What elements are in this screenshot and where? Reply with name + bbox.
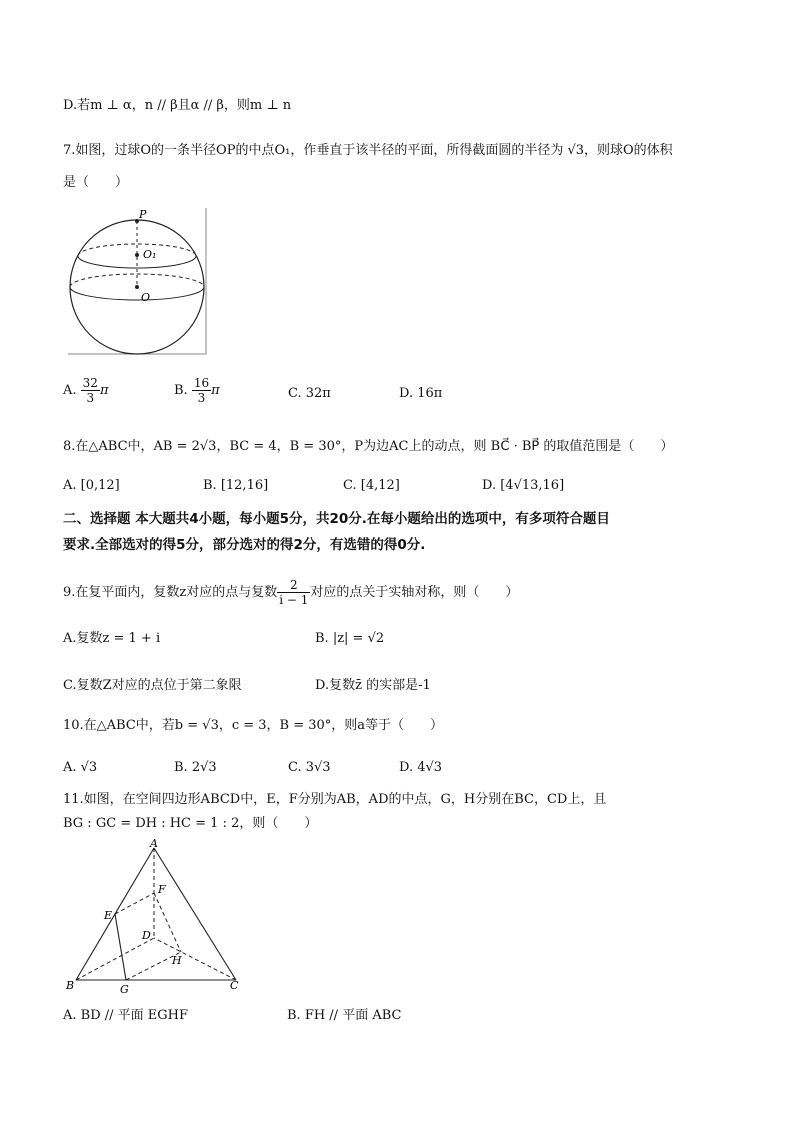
label-p: P — [139, 208, 147, 221]
q9-option-a: A.复数z = 1 + i — [63, 631, 161, 646]
label-o: O — [141, 291, 151, 304]
q8-stem: 8.在△ABC中，AB = 2√3，BC = 4，B = 30°，P为边AC上的动点，则 BC⃗ · BP⃗ 的取值范围是（ ） — [63, 439, 674, 454]
label-b: B — [66, 979, 75, 992]
q11-stem-line2: BG : GC = DH : HC = 1 : 2，则（ ） — [63, 816, 318, 831]
q9-option-b: B. |z| = √2 — [315, 631, 385, 646]
q7-option-b: B. $\frac{16}{3}$ π — [174, 376, 220, 405]
q11-stem-line1: 11.如图，在空间四边形ABCD中，E，F分别为AB，AD的中点，G，H分别在BC，CD上，且 — [63, 792, 607, 807]
label-f: F — [158, 883, 166, 896]
q10-option-b: B. 2√3 — [174, 760, 217, 775]
q7-option-a: A. $\frac{32}{3}$ π — [63, 376, 109, 405]
q11-option-a: A. BD // 平面 EGHF — [63, 1008, 189, 1023]
label-o1: O₁ — [143, 248, 157, 261]
q10-option-a: A. √3 — [63, 760, 98, 775]
q9-option-c: C.复数Z对应的点位于第二象限 — [63, 678, 242, 693]
q11-option-b: B. FH // 平面 ABC — [287, 1008, 402, 1023]
q6-option-d: D.若m ⊥ α，n // β且α // β，则m ⊥ n — [63, 98, 292, 113]
tetrahedron-figure — [62, 838, 252, 998]
q7-stem-line2: 是（ ） — [63, 175, 129, 190]
label-c: C — [230, 979, 239, 992]
q10-option-c: C. 3√3 — [288, 760, 331, 775]
q10-option-d: D. 4√3 — [399, 760, 443, 775]
q9-stem: 9.在复平面内，复数z对应的点与复数 $\frac{2}{i - 1}$ 对应的点关于实轴对称，则（ ） — [63, 578, 519, 607]
q10-stem: 10.在△ABC中，若b = √3，c = 3，B = 30°，则a等于（ ） — [63, 718, 444, 733]
label-d: D — [142, 929, 151, 942]
section2-header-line2: 要求.全部选对的得5分，部分选对的得2分，有选错的得0分. — [63, 537, 426, 553]
label-g: G — [120, 983, 129, 996]
q8-option-d: D. [4√13,16] — [482, 478, 565, 493]
q8-option-a: A. [0,12] — [63, 478, 120, 493]
q7-stem-line1: 7.如图，过球O的一条半径OP的中点O₁，作垂直于该半径的平面，所得截面圆的半径为 √3，则球O的体积 — [63, 143, 673, 158]
label-h: H — [172, 954, 182, 967]
q8-option-b: B. [12,16] — [203, 478, 269, 493]
q8-option-c: C. [4,12] — [343, 478, 400, 493]
q7-option-d: D. 16π — [399, 386, 443, 401]
label-a: A — [150, 838, 158, 850]
section2-header-line1: 二、选择题 本大题共4小题，每小题5分，共20分.在每小题给出的选项中，有多项符合题目 — [63, 511, 610, 527]
q7-option-c: C. 32π — [288, 386, 331, 401]
q9-option-d: D.复数z̄ 的实部是-1 — [315, 678, 431, 693]
sphere-figure — [66, 206, 208, 356]
label-e: E — [104, 909, 113, 922]
